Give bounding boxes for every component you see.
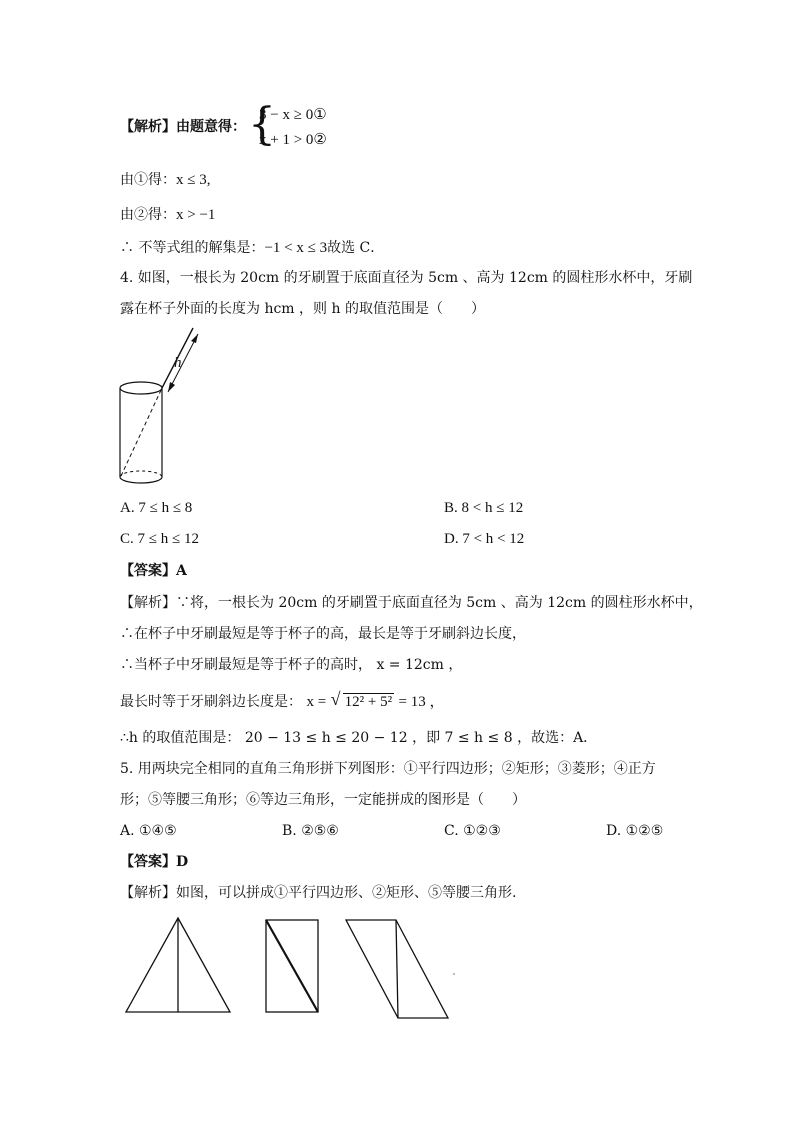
question-4-analysis-line-2: ∴在杯子中牙刷最短是等于杯子的高，最长是等于牙刷斜边长度，	[120, 626, 526, 642]
question-4-analysis-line-4: 最长时等于牙刷斜边长度是： x = √ 12² + 5² = 13 ，	[120, 689, 445, 710]
inequality-2: x + 1 > 0②	[259, 132, 327, 148]
toothbrush-inside-dashed	[121, 388, 162, 476]
solution-3-conclusion: ∴ 不等式组的解集是：−1 < x ≤ 3故选 C．	[120, 240, 385, 256]
question-4-analysis-line-5: ∴h 的取值范围是： 20 − 13 ≤ h ≤ 20 − 12 ，即 7 ≤ h ≤ 8 ，故选：A．	[120, 730, 598, 746]
stray-dot	[453, 973, 454, 974]
cup-bottom-front	[120, 477, 162, 483]
question-4-analysis-line-1: 【解析】∵将，一根长为 20cm 的牙刷置于底面直径为 5cm 、高为 12cm 的圆柱形水杯中，	[120, 595, 703, 611]
cup-bottom-back	[120, 471, 162, 477]
question-5-answer: 【答案】D	[120, 854, 189, 870]
question-4-answer: 【答案】A	[120, 563, 187, 579]
question-5-option-c: C. ①②③	[444, 823, 501, 839]
cylinder-toothbrush-figure	[110, 325, 210, 495]
question-4-option-d: D. 7 < h < 12	[444, 531, 525, 547]
solution-3-heading: 【解析】由题意得：	[120, 119, 246, 135]
question-5-option-d: D. ①②⑤	[606, 823, 664, 839]
question-5-analysis-line-1: 【解析】如图，可以拼成①平行四边形、②矩形、⑤等腰三角形.	[120, 885, 517, 901]
arrow-head-bottom-icon	[168, 382, 175, 392]
question-5-option-b: B. ②⑤⑥	[282, 823, 339, 839]
length-arrow-line	[168, 334, 198, 392]
square-root: √ 12² + 5²	[330, 689, 393, 710]
left-brace-icon: {	[248, 99, 276, 150]
triangle-assembly-figures	[118, 912, 468, 1024]
question-5-option-a: A. ①④⑤	[120, 823, 177, 839]
arrow-head-top-icon	[191, 334, 198, 343]
question-4-text-line-1: 4. 如图，一根长为 20cm 的牙刷置于底面直径为 5cm 、高为 12cm 的圆柱形水杯中，牙刷	[120, 270, 693, 286]
question-4-analysis-line-3: ∴当杯子中牙刷最短是等于杯子的高时， x = 12cm ，	[120, 657, 463, 673]
radical-sign-icon: √	[330, 689, 341, 709]
question-4-option-b: B. 8 < h ≤ 12	[444, 500, 524, 516]
inequality-1: 3 − x ≥ 0①	[259, 107, 327, 123]
solution-3-step-2: 由②得：x > −1	[120, 207, 216, 223]
cup-top-ellipse	[120, 382, 162, 394]
solution-3-step-1: 由①得：x ≤ 3,	[120, 172, 211, 188]
question-4-option-c: C. 7 ≤ h ≤ 12	[120, 531, 199, 547]
question-4-option-a: A. 7 ≤ h ≤ 8	[120, 500, 193, 516]
parallelogram-divider	[396, 920, 398, 1018]
question-4-text-line-2: 露在杯子外面的长度为 hcm ，则 h 的取值范围是（ ）	[120, 301, 485, 317]
length-label-h: h	[174, 355, 182, 371]
question-5-text-line-1: 5. 用两块完全相同的直角三角形拼下列图形：①平行四边形；②矩形；③菱形；④正方	[120, 761, 656, 777]
question-5-text-line-2: 形；⑤等腰三角形；⑥等边三角形，一定能拼成的图形是（ ）	[120, 792, 526, 808]
rectangle-diagonal	[266, 920, 318, 1012]
